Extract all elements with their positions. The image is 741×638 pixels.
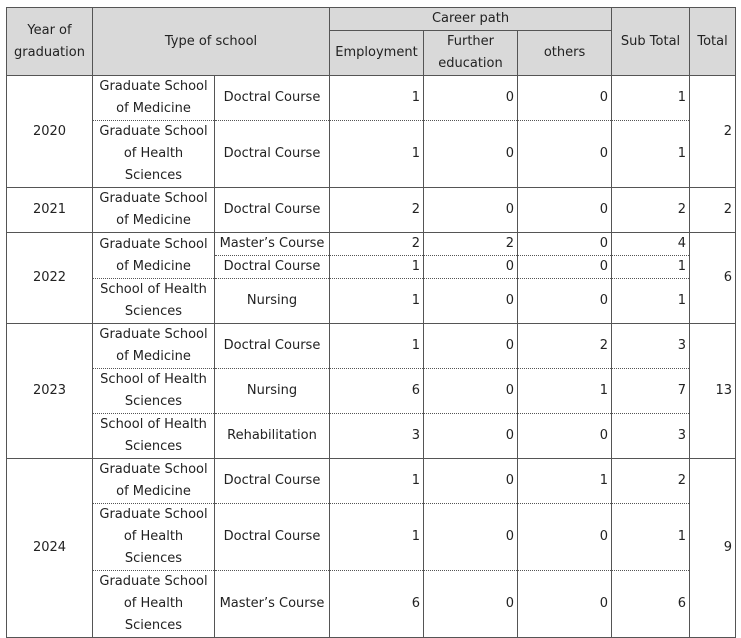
total-cell: 2: [690, 188, 736, 233]
employment-cell: 1: [330, 76, 424, 121]
subtotal-cell: 6: [612, 571, 690, 638]
further-education-cell: 0: [424, 571, 518, 638]
total-cell: 13: [690, 324, 736, 459]
further-education-cell: 0: [424, 369, 518, 414]
employment-cell: 1: [330, 324, 424, 369]
school-cell: Graduate School of Medicine: [93, 188, 215, 233]
header-year: Year of graduation: [7, 8, 93, 76]
header-subtotal: Sub Total: [612, 8, 690, 76]
others-cell: 0: [518, 256, 612, 279]
school-cell: Graduate School of Medicine: [93, 76, 215, 121]
year-cell: 2023: [7, 324, 93, 459]
further-education-cell: 2: [424, 233, 518, 256]
subtotal-cell: 1: [612, 279, 690, 324]
table-row: [7, 233, 736, 256]
table-row: [7, 121, 736, 188]
total-cell: 6: [690, 233, 736, 324]
further-education-cell: 0: [424, 324, 518, 369]
others-cell: 0: [518, 76, 612, 121]
year-cell: 2021: [7, 188, 93, 233]
subtotal-cell: 1: [612, 256, 690, 279]
table-row: [7, 571, 736, 638]
year-cell: 2024: [7, 459, 93, 638]
school-cell: Graduate School of Medicine: [93, 459, 215, 504]
table-row: [7, 504, 736, 571]
table-row: [7, 369, 736, 414]
employment-cell: 6: [330, 571, 424, 638]
header-others: others: [518, 31, 612, 76]
others-cell: 0: [518, 279, 612, 324]
school-cell: School of Health Sciences: [93, 369, 215, 414]
further-education-cell: 0: [424, 459, 518, 504]
further-education-cell: 0: [424, 414, 518, 459]
year-cell: 2022: [7, 233, 93, 324]
course-cell: Master’s Course: [215, 571, 330, 638]
header-row: [7, 8, 736, 31]
school-cell: Graduate School of Health Sciences: [93, 121, 215, 188]
graduates-career-table: [6, 7, 736, 638]
further-education-cell: 0: [424, 279, 518, 324]
employment-cell: 1: [330, 459, 424, 504]
school-cell: Graduate School of Medicine: [93, 324, 215, 369]
course-cell: Nursing: [215, 279, 330, 324]
school-cell: Graduate School of Health Sciences: [93, 504, 215, 571]
further-education-cell: 0: [424, 188, 518, 233]
subtotal-cell: 7: [612, 369, 690, 414]
school-cell: Graduate School of Medicine: [93, 233, 215, 279]
subtotal-cell: 2: [612, 459, 690, 504]
further-education-cell: 0: [424, 76, 518, 121]
others-cell: 0: [518, 571, 612, 638]
total-cell: 2: [690, 76, 736, 188]
course-cell: Master’s Course: [215, 233, 330, 256]
others-cell: 1: [518, 459, 612, 504]
course-cell: Nursing: [215, 369, 330, 414]
total-cell: 9: [690, 459, 736, 638]
subtotal-cell: 1: [612, 121, 690, 188]
table-row: [7, 324, 736, 369]
subtotal-cell: 3: [612, 414, 690, 459]
course-cell: Doctral Course: [215, 459, 330, 504]
header-school-type: Type of school: [93, 8, 330, 76]
others-cell: 2: [518, 324, 612, 369]
others-cell: 0: [518, 233, 612, 256]
employment-cell: 2: [330, 188, 424, 233]
school-cell: Graduate School of Health Sciences: [93, 571, 215, 638]
employment-cell: 1: [330, 279, 424, 324]
subtotal-cell: 1: [612, 504, 690, 571]
others-cell: 0: [518, 121, 612, 188]
course-cell: Doctral Course: [215, 121, 330, 188]
table-row: [7, 414, 736, 459]
course-cell: Doctral Course: [215, 504, 330, 571]
course-cell: Doctral Course: [215, 188, 330, 233]
table-row: [7, 76, 736, 121]
subtotal-cell: 4: [612, 233, 690, 256]
header-further-education: Further education: [424, 31, 518, 76]
further-education-cell: 0: [424, 256, 518, 279]
header-employment: Employment: [330, 31, 424, 76]
employment-cell: 2: [330, 233, 424, 256]
school-cell: School of Health Sciences: [93, 279, 215, 324]
employment-cell: 1: [330, 504, 424, 571]
others-cell: 1: [518, 369, 612, 414]
course-cell: Doctral Course: [215, 324, 330, 369]
employment-cell: 6: [330, 369, 424, 414]
employment-cell: 1: [330, 121, 424, 188]
table-row: [7, 279, 736, 324]
further-education-cell: 0: [424, 504, 518, 571]
further-education-cell: 0: [424, 121, 518, 188]
year-cell: 2020: [7, 76, 93, 188]
course-cell: Rehabilitation: [215, 414, 330, 459]
subtotal-cell: 1: [612, 76, 690, 121]
header-career-path: Career path: [330, 8, 612, 31]
employment-cell: 3: [330, 414, 424, 459]
others-cell: 0: [518, 504, 612, 571]
others-cell: 0: [518, 414, 612, 459]
header-total: Total: [690, 8, 736, 76]
course-cell: Doctral Course: [215, 256, 330, 279]
others-cell: 0: [518, 188, 612, 233]
school-cell: School of Health Sciences: [93, 414, 215, 459]
table-row: [7, 188, 736, 233]
employment-cell: 1: [330, 256, 424, 279]
course-cell: Doctral Course: [215, 76, 330, 121]
subtotal-cell: 2: [612, 188, 690, 233]
subtotal-cell: 3: [612, 324, 690, 369]
table-row: [7, 459, 736, 504]
